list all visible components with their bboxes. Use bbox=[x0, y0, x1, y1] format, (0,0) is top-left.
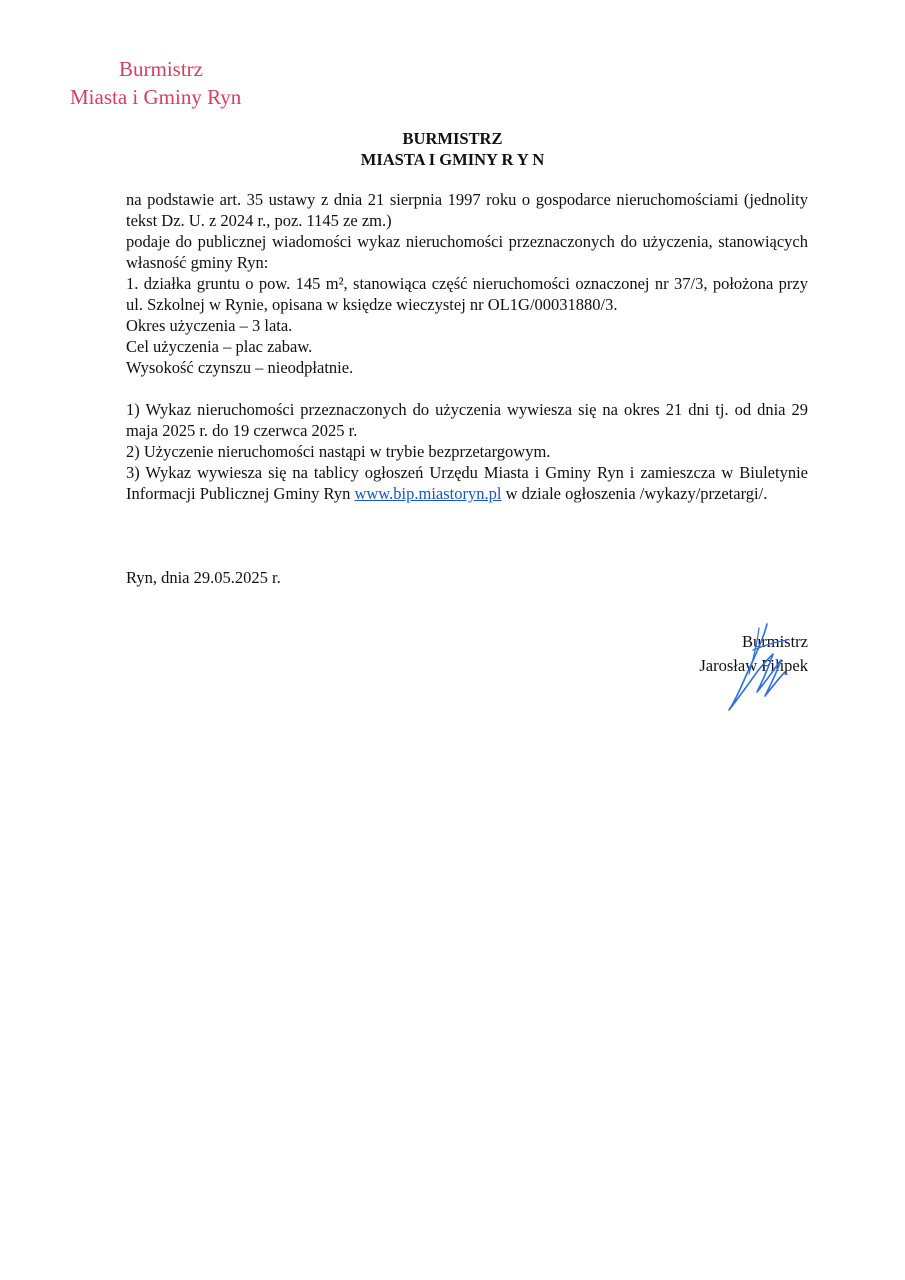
note-3 bbox=[126, 462, 808, 504]
rent-amount: Wysokość czynszu – nieodpłatnie. bbox=[126, 358, 354, 377]
date-text: Ryn, dnia 29.05.2025 r. bbox=[126, 568, 281, 587]
signature-title: Burmistrz bbox=[742, 632, 808, 651]
note-2: 2) Użyczenie nieruchomości nastąpi w trybie bezprzetargowym. bbox=[126, 442, 551, 461]
lending-purpose: Cel użyczenia – plac zabaw. bbox=[126, 337, 313, 356]
lending-period: Okres użyczenia – 3 lata. bbox=[126, 316, 293, 335]
signature-name: Jarosław Filipek bbox=[699, 656, 808, 675]
heading-line-2: MIASTA I GMINY R Y N bbox=[360, 150, 545, 169]
announcement-paragraph: podaje do publicznej wiadomości wykaz nieruchomości przeznaczonych do użyczenia, stanowiących własność gminy Ryn: bbox=[126, 232, 808, 272]
bip-website-link[interactable]: www.bip.miastoryn.pl bbox=[354, 484, 502, 503]
property-item-1: 1. działka gruntu o pow. 145 m², stanowiąca część nieruchomości oznaczonej nr 37/3, położona przy ul. Szkolnej w Rynie, opisana w księdze wieczystej nr OL1G/00031880/3. bbox=[126, 274, 808, 314]
handwritten-signature-icon bbox=[723, 620, 793, 715]
official-stamp bbox=[70, 55, 290, 111]
heading-line-1: BURMISTRZ bbox=[402, 129, 503, 148]
stamp-line-1: Burmistrz bbox=[119, 57, 203, 81]
announcement-body bbox=[126, 189, 808, 378]
note-3-text-after: w dziale ogłoszenia /wykazy/przetargi/. bbox=[501, 484, 768, 503]
date-line bbox=[126, 567, 808, 588]
note-3-text-before: 3) Wykaz wywiesza się na tablicy ogłoszeń Urzędu Miasta i Gminy Ryn i zamieszcza w Biuletynie Informacji Publicznej Gminy Ryn bbox=[126, 463, 808, 503]
notes-section bbox=[126, 399, 808, 504]
document-heading bbox=[0, 128, 905, 170]
legal-basis-paragraph: na podstawie art. 35 ustawy z dnia 21 sierpnia 1997 roku o gospodarce nieruchomościami (jednolity tekst Dz. U. z 2024 r., poz. 1145 ze zm.) bbox=[126, 190, 808, 230]
note-1: 1) Wykaz nieruchomości przeznaczonych do użyczenia wywiesza się na okres 21 dni tj. od dnia 29 maja 2025 r. do 19 czerwca 2025 r. bbox=[126, 400, 808, 440]
stamp-line-2: Miasta i Gminy Ryn bbox=[70, 85, 242, 109]
